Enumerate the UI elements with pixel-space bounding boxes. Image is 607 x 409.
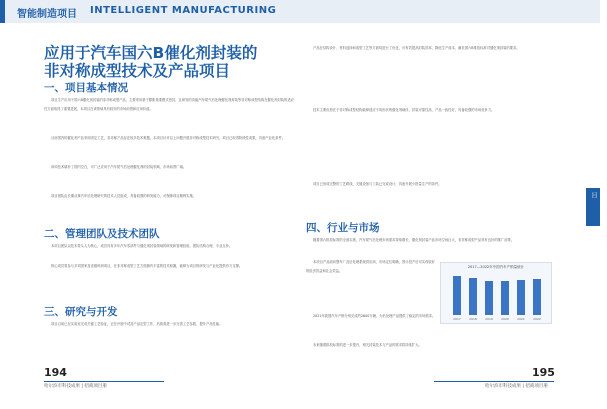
paragraph: 本项目产品面向整车厂及后处理系统供应商，市场定位明确，预计投产后可实现较好的经济效益和社会效益。 [306,260,435,273]
chart-title: 2017—2022年中国汽车产销量统计 [467,265,525,269]
chart-x-label: 2017 [453,317,461,321]
section-header-band [0,0,600,23]
paragraph: 项目生产应用于国六B催化剂封装的非对称成型产品，主要采用基于膨胀基准模式密封，且研发的功能汽车尾气后处理催化剂封装等非对称成型结构在催化剂封装的适应性方面取得了重要进展，本项目在该领域具有较好的市场前景和应用价值。 [44,98,294,111]
chart-x-label: 2018 [469,317,477,321]
paragraph: 产品在结构设计、材料选择和成型工艺等方面均进行了优化，可有效提高封装效率，降低生产成本，满足国六B排放标准对催化剂封装的要求。 [313,46,520,50]
chart-bar-2018 [469,278,477,315]
chart-bar-2019 [485,281,493,315]
paragraph: 核心成员曾参与多项国家及省级科研项目，在非对称成型工艺方面拥有丰富的技术积累，能够为项目的研发与产业化提供有力支撑。 [51,264,243,268]
chart-x-label: 2019 [485,317,493,321]
side-section-tab[interactable] [586,188,606,226]
paragraph: 本项目团队以技术带头人为核心，成员具有多年汽车零部件与催化剂封装领域的研发和管理经验，团队结构合理，专业互补。 [51,244,233,248]
side-tab-label: 智能制造项目 [590,192,606,222]
paragraph: 项目已形成完整的工艺路线，关键设备与工装已完成设计，具备开展小批量生产的条件。 [313,182,442,186]
publication-name-left: 哈尔滨市科技成果 | 招商项目册 [44,384,107,389]
sales-bar-chart [440,262,552,324]
heading-market: 四、行业与市场 [306,222,380,234]
publication-name-right: 哈尔滨市科技成果 | 招商项目册 [485,384,548,389]
heading-team: 二、管理团队及技术团队 [44,228,160,240]
footer-divider-left [44,381,164,382]
chart-bar-2022 [533,279,541,315]
chart-x-label: 2022 [533,317,541,321]
paragraph: 随着国六排放标准的全面实施，汽车尾气后处理市场需求持续增长，催化剂封装产品市场空间巨大，非对称成型产品具有良好的推广前景。 [313,238,515,242]
paragraph: 目前国内的催化剂产品采用固定工艺，非对称产品存在较多技术难题。本项目针对以上问题开展非对称成型技术研究，项目已取得阶段性成果，具备产业化条件。 [51,136,286,140]
paragraph: 该项技术填补了国内空白，可广泛应用于汽车尾气后处理催化剂的封装领域，市场前景广阔。 [51,165,187,169]
page-number-left: 194 [44,366,67,379]
project-title-line-1: 应用于汽车国六B催化剂封装的 [44,44,258,62]
chart-bar-2020 [501,281,509,315]
page-number-right: 195 [532,366,555,379]
chart-bar-2017 [453,276,461,315]
heading-basic-info: 一、项目基本情况 [44,82,128,94]
paragraph: 技术主要优势在于非对称成型结构能够适应不同形状的催化剂载体，封装可靠性高，产品一致性好，具备较强的市场竞争力。 [313,108,495,112]
paragraph: 项目团队由长期从事汽车后处理研究的技术人员组成，具备较强的研发能力，可保障项目顺利实施。 [51,194,197,198]
section-title-zh: 智能制造项目 [17,9,77,20]
header-accent-bar [0,0,5,23]
chart-x-label: 2021 [517,317,525,321]
paragraph: 2021年我国汽车产销分别完成约2600万辆，为后处理产品提供了稳定的市场需求。 [313,314,436,318]
section-title-en: INTELLIGENT MANUFACTURING [90,5,277,16]
paragraph: 未来随着排放标准的进一步提升，相关封装技术与产品的需求将持续扩大。 [313,343,422,347]
project-title-line-2: 非对称成型技术及产品项目 [44,62,231,80]
paragraph: 项目目前已在实验室完成关键工艺验证，正在开展中试及产品定型工作，后续将进一步完善工艺参数，提升产品性能。 [51,322,223,326]
footer-divider-right [434,381,554,382]
chart-bar-2021 [517,280,525,315]
chart-x-label: 2020 [501,317,509,321]
heading-rd: 三、研究与开发 [44,306,118,318]
